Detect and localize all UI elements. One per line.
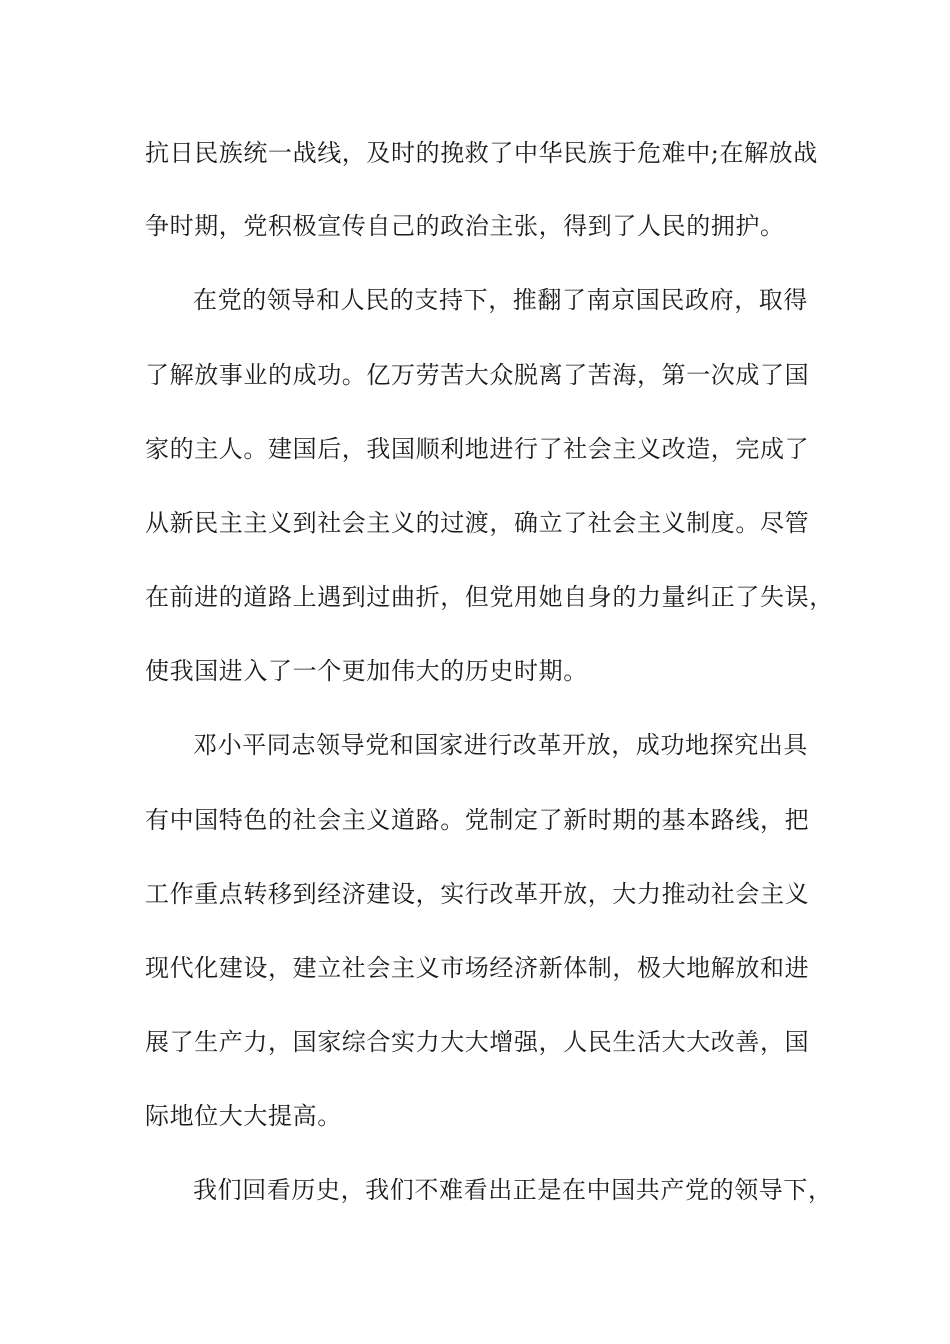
text-line: 家的主人。建国后，我国顺利地进行了社会主义改造，完成了 — [145, 435, 810, 463]
text-line: 有中国特色的社会主义道路。党制定了新时期的基本路线，把 — [145, 806, 810, 834]
text-line: 在前进的道路上遇到过曲折，但党用她自身的力量纠正了失误， — [145, 583, 834, 611]
text-line: 际地位大大提高。 — [145, 1102, 342, 1130]
text-line: 争时期，党积极宣传自己的政治主张，得到了人民的拥护。 — [145, 212, 785, 240]
text-line: 抗日民族统一战线，及时的挽救了中华民族于危难中;在解放战 — [145, 139, 818, 167]
text-line: 了解放事业的成功。亿万劳苦大众脱离了苦海，第一次成了国 — [145, 361, 810, 389]
text-line: 展了生产力，国家综合实力大大增强，人民生活大大改善，国 — [145, 1028, 810, 1056]
text-line: 工作重点转移到经济建设，实行改革开放，大力推动社会主义 — [145, 880, 810, 908]
paragraph-first-line: 在党的领导和人民的支持下，推翻了南京国民政府，取得 — [193, 286, 808, 314]
text-line: 从新民主主义到社会主义的过渡，确立了社会主义制度。尽管 — [145, 509, 810, 537]
paragraph-first-line: 我们回看历史，我们不难看出正是在中国共产党的领导下， — [193, 1176, 833, 1204]
text-line: 现代化建设，建立社会主义市场经济新体制，极大地解放和进 — [145, 954, 810, 982]
text-line: 使我国进入了一个更加伟大的历史时期。 — [145, 657, 588, 685]
paragraph-first-line: 邓小平同志领导党和国家进行改革开放，成功地探究出具 — [193, 731, 808, 759]
